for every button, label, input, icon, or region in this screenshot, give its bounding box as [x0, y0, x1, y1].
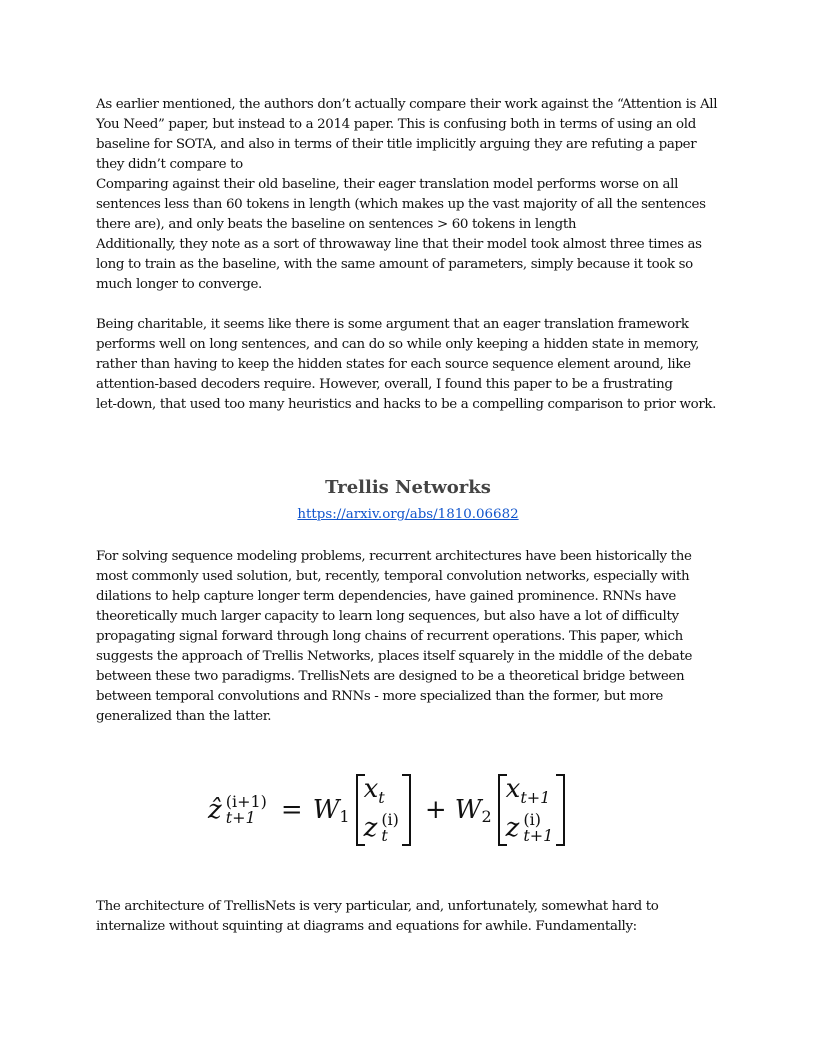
text-line: there are), and only beats the baseline on sentences > 60 tokens in length	[96, 217, 577, 232]
text-line: generalized than the latter.	[96, 709, 272, 724]
paper-link-container	[0, 507, 816, 522]
eq-m1-bot-sub: t	[381, 825, 388, 845]
eq-m1-bot-sup: (i)	[381, 809, 399, 829]
eq-m2-bot-sub: t+1	[523, 825, 554, 845]
eq-m1-bot	[363, 809, 403, 845]
text-line: internalize without squinting at diagrams and equations for awhile. Fundamentally:	[96, 919, 637, 934]
text-line: attention-based decoders require. However, overall, I found this paper to be a frustrating	[96, 377, 673, 392]
text-line: let-down, that used too many heuristics and hacks to be a compelling comparison to prior work.	[96, 397, 717, 412]
text-line: suggests the approach of Trellis Networks, places itself squarely in the middle of the debate	[96, 649, 693, 664]
eq-lhs-sub: t+1	[225, 808, 256, 827]
eq-m2-bot-var: z	[505, 812, 520, 843]
eq-w1: W	[312, 795, 340, 825]
text-line: between temporal convolutions and RNNs - more specialized than the former, but more	[96, 689, 663, 704]
text-line: The architecture of TrellisNets is very particular, and, unfortunately, somewhat hard to	[96, 899, 659, 914]
text-line: sentences less than 60 tokens in length (which makes up the vast majority of all the sentences	[96, 197, 706, 212]
text-line: theoretically much larger capacity to learn long sequences, but also have a lot of difficulty	[96, 609, 679, 624]
text-line: between these two paradigms. TrellisNets are designed to be a theoretical bridge between	[96, 669, 685, 684]
text-line: rather than having to keep the hidden states for each source sequence element around, like	[96, 357, 691, 372]
eq-plus: +	[424, 795, 447, 825]
eq-m1-top-var: x	[363, 774, 379, 805]
paragraph-intro	[96, 547, 736, 727]
eq-w1-sub: 1	[339, 807, 350, 826]
eq-matrix-1	[356, 774, 411, 846]
section-title: Trellis Networks	[325, 477, 491, 498]
eq-m1-top	[364, 776, 403, 806]
eq-m1-top-sub: t	[378, 788, 385, 808]
text-line: For solving sequence modeling problems, recurrent architectures have been historically the	[96, 549, 692, 564]
paragraph-critique	[96, 95, 736, 295]
text-line: Being charitable, it seems like there is some argument that an eager translation framework	[96, 317, 689, 332]
text-line: Comparing against their old baseline, their eager translation model performs worse on all	[96, 177, 678, 192]
eq-m2-bot	[505, 809, 558, 845]
eq-lhs-sup: (i+1)	[225, 792, 267, 811]
eq-m2-top-sub: t+1	[520, 788, 551, 808]
text-line: dilations to help capture longer term dependencies, have gained prominence. RNNs have	[96, 589, 676, 604]
eq-m1-bot-scripts	[381, 809, 399, 845]
text-line: propagating signal forward through long chains of recurrent operations. This paper, which	[96, 629, 683, 644]
text-line: long to train as the baseline, with the same amount of parameters, simply because it took so	[96, 257, 693, 272]
eq-lhs: ẑ	[208, 795, 222, 825]
eq-m2-top	[506, 776, 558, 806]
paragraph-architecture	[96, 897, 736, 937]
eq-m1-bot-var: z	[363, 812, 378, 843]
eq-lhs-scripts	[226, 794, 267, 826]
eq-m2-top-var: x	[505, 774, 521, 805]
text-line: baseline for SOTA, and also in terms of their title implicitly arguing they are refuting a paper	[96, 137, 697, 152]
eq-matrix-2	[498, 774, 566, 846]
text-line: they didn’t compare to	[96, 157, 243, 172]
eq-w2: W	[454, 795, 482, 825]
text-line: You Need” paper, but instead to a 2014 paper. This is confusing both in terms of using an old	[96, 117, 696, 132]
text-line: As earlier mentioned, the authors don’t actually compare their work against the “Attention is All	[96, 97, 718, 112]
eq-equals: =	[280, 795, 303, 825]
text-line: much longer to converge.	[96, 277, 262, 292]
text-line: performs well on long sentences, and can do so while only keeping a hidden state in memory,	[96, 337, 700, 352]
eq-w2-sub: 2	[481, 807, 492, 826]
paragraph-conclusion	[96, 315, 736, 415]
trellis-equation	[208, 772, 571, 848]
text-line: most commonly used solution, but, recently, temporal convolution networks, especially with	[96, 569, 690, 584]
text-line: Additionally, they note as a sort of throwaway line that their model took almost three times as	[96, 237, 702, 252]
eq-m2-bot-sup: (i)	[523, 809, 541, 829]
paper-link[interactable]: https://arxiv.org/abs/1810.06682	[297, 507, 519, 522]
eq-m2-bot-scripts	[523, 809, 554, 845]
